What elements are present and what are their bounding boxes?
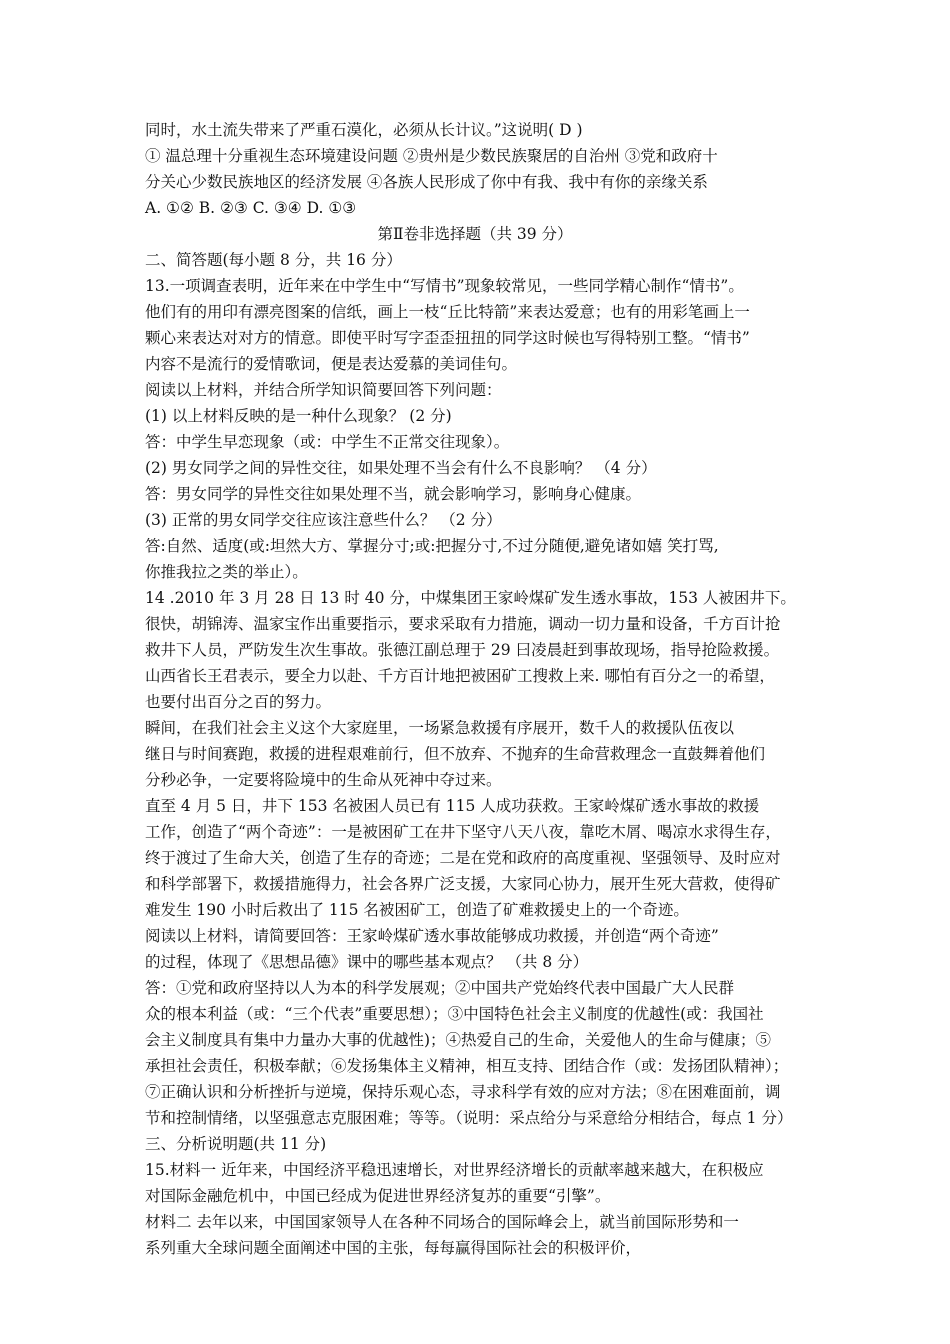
text-line: 难发生 190 小时后救出了 115 名被困矿工，创造了矿难救援史上的一个奇迹。 bbox=[145, 901, 689, 919]
text-line: A. ①② B. ②③ C. ③④ D. ①③ bbox=[145, 199, 357, 217]
text-line: 救井下人员，严防发生次生事故。张德江副总理于 29 曰凌晨赶到事故现场，指导抢险救援。 bbox=[145, 641, 780, 659]
text-line: 15.材料一 近年来，中国经济平稳迅速增长，对世界经济增长的贡献率越来越大，在积极应 bbox=[145, 1161, 764, 1179]
text-line: 答：①党和政府坚持以人为本的科学发展观；②中国共产党始终代表中国最广大人民群 bbox=[145, 979, 735, 997]
text-line: 的过程，体现了《思想品德》课中的哪些基本观点？ （共 8 分） bbox=[145, 953, 589, 971]
text-line: 14 .2010 年 3 月 28 日 13 时 40 分，中煤集团王家岭煤矿发生透水事故，153 人被困井下。 bbox=[145, 589, 796, 607]
text-line: 很快，胡锦涛、温家宝作出重要指示，要求采取有力措施，调动一切力量和设备，千方百计抢 bbox=[145, 615, 781, 633]
text-line: 他们有的用印有漂亮图案的信纸，画上一枝“丘比特箭”来表达爱意；也有的用彩笔画上一 bbox=[145, 303, 750, 321]
text-line: 终于渡过了生命大关，创造了生存的奇迹；二是在党和政府的高度重视、坚强领导、及时应对 bbox=[145, 849, 781, 867]
text-line: 同时，水土流失带来了严重石漠化，必须从长计议。”这说明( D ) bbox=[145, 121, 583, 139]
text-line: 分秒必争，一定要将险境中的生命从死神中夺过来。 bbox=[145, 771, 502, 789]
text-line: 继日与时间赛跑，救援的进程艰难前行，但不放弃、不抛弃的生命营救理念一直鼓舞着他们 bbox=[145, 745, 766, 763]
text-line: 答：男女同学的异性交往如果处理不当，就会影响学习，影响身心健康。 bbox=[145, 485, 642, 503]
text-line: 对国际金融危机中，中国已经成为促进世界经济复苏的重要“引擎”。 bbox=[145, 1187, 611, 1205]
text-line: 二、简答题(每小题 8 分，共 16 分） bbox=[145, 251, 402, 269]
text-line: 内容不是流行的爱情歌词，便是表达爱慕的美词佳句。 bbox=[145, 355, 518, 373]
text-line: 13.一项调查表明，近年来在中学生中“写情书”现象较常见，一些同学精心制作“情书”。 bbox=[145, 277, 744, 295]
text-line: 三、分析说明题(共 11 分) bbox=[145, 1135, 327, 1153]
text-line: 承担社会责任，积极奉献；⑥发扬集体主义精神，相互支持、团结合作（或：发扬团队精神）； bbox=[145, 1057, 789, 1075]
text-line: 和科学部署下，救援措施得力，社会各界广泛支援，大家同心协力，展开生死大营救，使得矿 bbox=[145, 875, 781, 893]
text-line: ① 温总理十分重视生态环境建设问题 ②贵州是少数民族聚居的自治州 ③党和政府十 bbox=[145, 147, 718, 165]
text-line: 工作，创造了“两个奇迹”：一是被困矿工在井下坚守八天八夜，靠吃木屑、喝凉水求得生存， bbox=[145, 823, 781, 841]
text-line: 阅读以上材料，并结合所学知识简要回答下列问题： bbox=[145, 381, 502, 399]
text-line: 也要付出百分之百的努力。 bbox=[145, 693, 332, 711]
text-line: 分关心少数民族地区的经济发展 ④各族人民形成了你中有我、我中有你的亲缘关系 bbox=[145, 173, 708, 191]
text-line: ⑦正确认识和分析挫折与逆境，保持乐观心态，寻求科学有效的应对方法；⑧在困难面前，调 bbox=[145, 1083, 781, 1101]
text-line: 颗心来表达对对方的情意。即使平时写字歪歪扭扭的同学这时候也写得特别工整。“情书” bbox=[145, 329, 750, 347]
text-line: 众的根本利益（或：“三个代表”重要思想）；③中国特色社会主义制度的优越性(或：我国社 bbox=[145, 1005, 764, 1023]
text-line: (1) 以上材料反映的是一种什么现象？ (2 分) bbox=[145, 407, 452, 425]
text-line: 会主义制度具有集中力量办大事的优越性)；④热爱自己的生命，关爱他人的生命与健康；⑤ bbox=[145, 1031, 772, 1049]
text-line: 瞬间，在我们社会主义这个大家庭里，一场紧急救援有序展开，数千人的救援队伍夜以 bbox=[145, 719, 735, 737]
text-line: 山西省长王君表示，要全力以赴、千方百计地把被困矿工搜救上来. 哪怕有百分之一的希望， bbox=[145, 667, 775, 685]
text-line: 系列重大全球问题全面阐述中国的主张，每每赢得国际社会的积极评价， bbox=[145, 1239, 642, 1257]
text-line: (3) 正常的男女同学交往应该注意些什么？ （2 分） bbox=[145, 511, 502, 529]
text-line: 阅读以上材料，请简要回答：王家岭煤矿透水事故能够成功救援，并创造“两个奇迹” bbox=[145, 927, 719, 945]
text-line: 答：中学生早恋现象（或：中学生不正常交往现象）。 bbox=[145, 433, 510, 451]
text-line: 节和控制情绪，以坚强意志克服困难；等等。（说明：采点给分与采意给分相结合，每点 1 分） bbox=[145, 1109, 793, 1127]
text-line: (2) 男女同学之间的异性交往，如果处理不当会有什么不良影响？ （4 分） bbox=[145, 459, 657, 477]
text-line: 材料二 去年以来，中国国家领导人在各种不同场合的国际峰会上，就当前国际形势和一 bbox=[145, 1213, 739, 1231]
text-line: 你推我拉之类的举止）。 bbox=[145, 563, 308, 581]
text-line: 答:自然、适度(或:坦然大方、掌握分寸;或:把握分寸,不过分随便,避免诸如嬉 笑打骂, bbox=[145, 537, 719, 555]
section-title: 第Ⅱ卷非选择题（共 39 分） bbox=[377, 225, 573, 243]
text-line: 直至 4 月 5 日，井下 153 名被困人员已有 115 人成功获救。王家岭煤矿透水事故的救援 bbox=[145, 797, 760, 815]
